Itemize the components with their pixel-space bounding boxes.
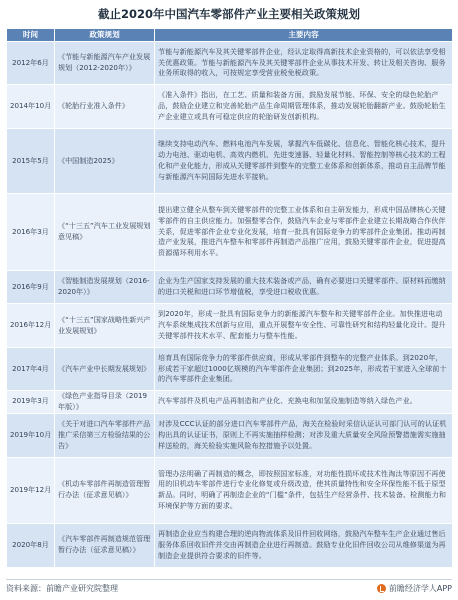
cell-content: 提出建立健全从整车到关键零部件的完整工业体系和自主研发能力，形成中国品牌核心关键零部件的自主供应能力。加强整零合作，鼓励汽车企业与零部件企业建立长期战略合作伙伴关系，促进零部件企业专业化发展，培育一批具有国际竞争力的零部件企业集团。推动再制造产业发展，推进汽车整车和零部件再制造产品推广应用，鼓励关键零部件企业，促进提高资源循环利用水平。 xyxy=(155,194,453,271)
cell-policy: 《节能与新能源汽车产业发展规划（2012-2020年）》 xyxy=(55,42,155,85)
cell-content: 到2020年，形成一批具有国际竞争力的新能源汽车整车和关键零部件企业。加快推进电动汽车系统集成技术创新与应用，重点开展整车安全性、可靠性研究和结构轻量化设计。提升关键零部件技术水平、配套能力与整车性能。 xyxy=(155,304,453,348)
cell-policy: 《汽车产业中长期发展规划》 xyxy=(55,348,155,391)
table-row xyxy=(7,304,453,348)
cell-time: 2020年8月 xyxy=(7,523,55,567)
cell-content: 培育具有国际竞争力的零部件供应商，形成从零部件到整车的完整产业体系。到2020年，形成若干家超过1000亿规模的汽车零部件企业集团；到2025年，形成若干家进入全球前十的汽车零部件企业集团。 xyxy=(155,348,453,391)
table-row xyxy=(7,413,453,457)
cell-time: 2019年10月 xyxy=(7,413,55,457)
cell-policy: 《“十三五”国家战略性新兴产业发展规划》 xyxy=(55,304,155,348)
cell-policy: 《绿色产业指导目录（2019年版）》 xyxy=(55,391,155,414)
cell-content: 再制造企业应当构建合理的逆向物流体系及旧件回收网络，鼓励汽车整车生产企业通过售后服务体系回收旧件并交由再制造企业进行再制造。鼓励专业化旧件回收公司从维修渠道为再制造企业提供符合要求的旧件等。 xyxy=(155,523,453,567)
header-time: 时间 xyxy=(7,29,55,42)
cell-time: 2019年3月 xyxy=(7,391,55,414)
table-row xyxy=(7,457,453,523)
table-row xyxy=(7,271,453,304)
table-row xyxy=(7,391,453,414)
cell-content: 节能与新能源汽车及其关键零部件企业，经认定取得高新技术企业资格的，可以依法享受相关优惠政策。节能与新能源汽车及其关键零部件企业从事技术开发、转让及相关咨询、服务业务所取得的收入，可按规定享受营业税免税政策。 xyxy=(155,42,453,85)
cell-content: 汽车零部件及机电产品再制造和产业化、充换电和加氢设施制造等纳入绿色产业。 xyxy=(155,391,453,414)
cell-policy: 《“十三五”汽车工业发展规划意见稿》 xyxy=(55,194,155,271)
page-title: 截止2020年中国汽车零部件产业主要相关政策规划 xyxy=(97,7,360,21)
cell-content: 对涉及CCC认证的部分进口汽车零部件产品，海关在检验时采信认证认可部门认可的认证机构出具的认证证书，原则上不再实施抽样检测；对涉及重大质量安全风险预警措施需实施抽样送检的，海关检验实施风险布控措施予以处置。 xyxy=(155,413,453,457)
cell-time: 2017年4月 xyxy=(7,348,55,391)
cell-time: 2014年10月 xyxy=(7,85,55,129)
table-row xyxy=(7,523,453,567)
footer xyxy=(6,579,452,596)
table-row xyxy=(7,85,453,129)
brand-logo-icon xyxy=(377,584,386,593)
table-row xyxy=(7,42,453,85)
cell-time: 2016年3月 xyxy=(7,194,55,271)
cell-content: 企业为生产国家支持发展的重大技术装备或产品，确有必要进口关键零部件、原材料而缴纳的进口关税和进口环节增值税，享受进口税收优惠。 xyxy=(155,271,453,304)
table-row xyxy=(7,194,453,271)
cell-content: 继续支持电动汽车、燃料电池汽车发展，掌握汽车低碳化、信息化、智能化核心技术，提升动力电池、驱动电机、高效内燃机、先进变速器、轻量化材料、智能控制等核心技术的工程化和产业化能力，形成从关键零部件到整车的完整工业体系和创新体系，推动自主品牌节能与新能源汽车同国际先进水平接轨。 xyxy=(155,129,453,194)
table-header-row xyxy=(7,29,453,42)
table-row xyxy=(7,348,453,391)
cell-policy: 《轮胎行业准入条件》 xyxy=(55,85,155,129)
brand-mark xyxy=(377,583,452,594)
cell-time: 2016年12月 xyxy=(7,304,55,348)
brand-name: 前瞻经济学人APP xyxy=(388,584,452,593)
header-policy: 政策规划 xyxy=(55,29,155,42)
cell-policy: 《汽车零部件再制造规范管理暂行办法（征求意见稿）》 xyxy=(55,523,155,567)
cell-content: 《准入条件》指出，在工艺、质量和装备方面，鼓励发展节能、环保、安全的绿色轮胎产品，鼓励企业建立和完善轮胎产品生命周期管理体系，推动发展轮胎翻新产业。鼓励轮胎生产企业建立或具有可稳定供应的轮胎研发创新机构。 xyxy=(155,85,453,129)
header-content: 主要内容 xyxy=(155,29,453,42)
cell-policy: 《智能制造发展规划（2016-2020年）》 xyxy=(55,271,155,304)
cell-time: 2012年6月 xyxy=(7,42,55,85)
cell-policy: 《关于对进口汽车零部件产品推广采信第三方检验结果的公告》 xyxy=(55,413,155,457)
cell-policy: 《机动车零部件再制造管理暂行办法（征求意见稿）》 xyxy=(55,457,155,523)
cell-time: 2015年5月 xyxy=(7,129,55,194)
source-note: 资料来源：前瞻产业研究院整理 xyxy=(6,584,118,593)
cell-policy: 《中国制造2025》 xyxy=(55,129,155,194)
cell-time: 2016年9月 xyxy=(7,271,55,304)
cell-time: 2019年12月 xyxy=(7,457,55,523)
cell-content: 管理办法明确了再制造的概念，即按照国家标准，对功能性损坏或技术性淘汰等原因不再使用的旧机动车零部件进行专业化修复或升级改造，使其质量特性和安全环保性能不低于原型新品。同时，明确了再制造企业的“门槛”条件，包括生产经营条件、技术装备、检测能力和环境保护等方面的要求。 xyxy=(155,457,453,523)
table-row xyxy=(7,129,453,194)
policy-table xyxy=(6,28,453,568)
